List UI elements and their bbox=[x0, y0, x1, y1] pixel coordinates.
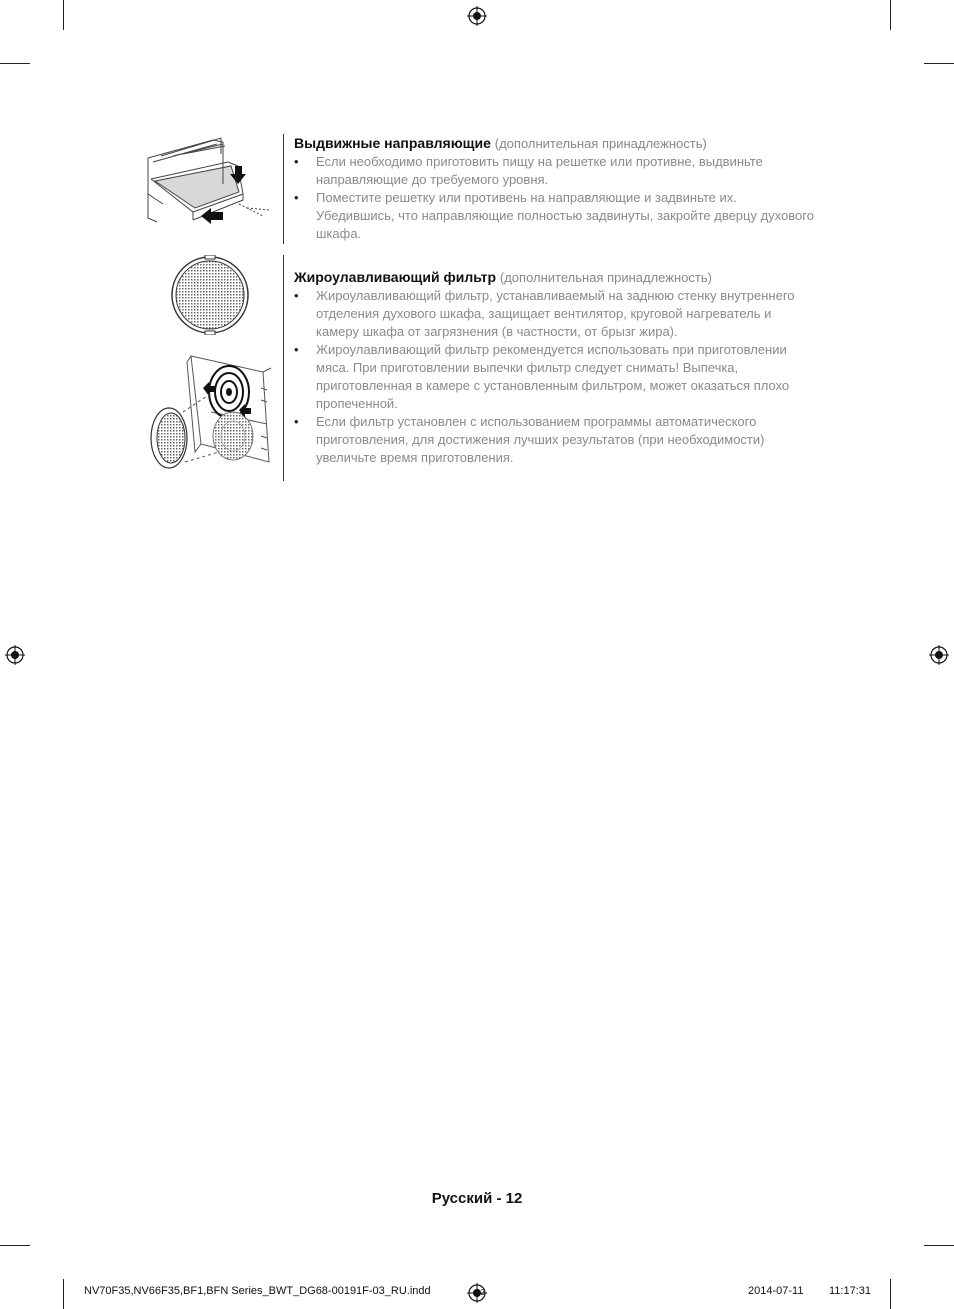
registration-mark-icon bbox=[929, 645, 949, 665]
footer-file-name: NV70F35,NV66F35,BF1,BFN Series_BWT_DG68-00191F-03_RU.indd bbox=[84, 1285, 431, 1297]
footer-page-number: 12 bbox=[476, 1288, 485, 1297]
bullet-list bbox=[294, 153, 814, 243]
telescopic-rails-illustration bbox=[143, 134, 271, 234]
crop-mark-top-right-v bbox=[890, 0, 891, 30]
section-title: Жироулавливающий фильтр (дополнительная принадлежность) bbox=[294, 269, 712, 285]
grease-filter-section bbox=[294, 268, 814, 467]
list-item: • Если фильтр установлен с использованием программы автоматического приготовления, для достижения лучших результатов (при необходимости) увеличьте время приготовления. bbox=[294, 414, 765, 465]
list-item: • Жироулавливающий фильтр рекомендуется использовать при приготовлении мяса. При приготовлении выпечки фильтр следует снимать! Выпечка, приготовленная в камере с установленным фильтром, может оказаться плохо пропеченной. bbox=[294, 342, 790, 411]
bullet-list bbox=[294, 287, 814, 467]
list-item: • Поместите решетку или противень на направляющие и задвиньте их. Убедившись, что направляющие полностью задвинуты, закройте дверцу духового шкафа. bbox=[294, 190, 814, 241]
telescopic-rails-section bbox=[294, 134, 814, 243]
crop-mark-bottom-left-v bbox=[63, 1279, 64, 1309]
crop-mark-top-right-h bbox=[924, 63, 954, 64]
crop-mark-bottom-right-h bbox=[924, 1245, 954, 1246]
bullet-icon: • bbox=[294, 288, 299, 303]
bullet-icon: • bbox=[294, 190, 299, 205]
crop-mark-bottom-right-v bbox=[890, 1279, 891, 1309]
section-divider-line bbox=[283, 255, 284, 481]
crop-mark-top-left-h bbox=[0, 63, 30, 64]
footer-date: 2014-07-11 bbox=[748, 1285, 804, 1297]
crop-mark-bottom-left-h bbox=[0, 1245, 30, 1246]
section-divider-line bbox=[283, 134, 284, 244]
list-item: • Жироулавливающий фильтр, устанавливаемый на заднюю стенку внутреннего отделения духового шкафа, защищает вентилятор, круговой нагреватель и камеру шкафа от загрязнения (в частности, от брызг жира). bbox=[294, 288, 795, 339]
registration-mark-icon bbox=[467, 6, 487, 26]
registration-mark-icon bbox=[5, 645, 25, 665]
grease-filter-installation-illustration bbox=[143, 352, 273, 478]
bullet-icon: • bbox=[294, 154, 299, 169]
footer-time: 11:17:31 bbox=[829, 1285, 872, 1297]
grease-filter-illustration bbox=[170, 255, 250, 335]
crop-mark-top-left-v bbox=[63, 0, 64, 30]
bullet-icon: • bbox=[294, 414, 299, 429]
section-title: Выдвижные направляющие (дополнительная принадлежность) bbox=[294, 135, 707, 151]
page-language-number: Русский - 12 bbox=[431, 1190, 523, 1207]
section-note: (дополнительная принадлежность) bbox=[494, 136, 707, 151]
section-note: (дополнительная принадлежность) bbox=[499, 270, 712, 285]
list-item: • Если необходимо приготовить пищу на решетке или противне, выдвиньте направляющие до требуемого уровня. bbox=[294, 154, 763, 187]
bullet-icon: • bbox=[294, 342, 299, 357]
